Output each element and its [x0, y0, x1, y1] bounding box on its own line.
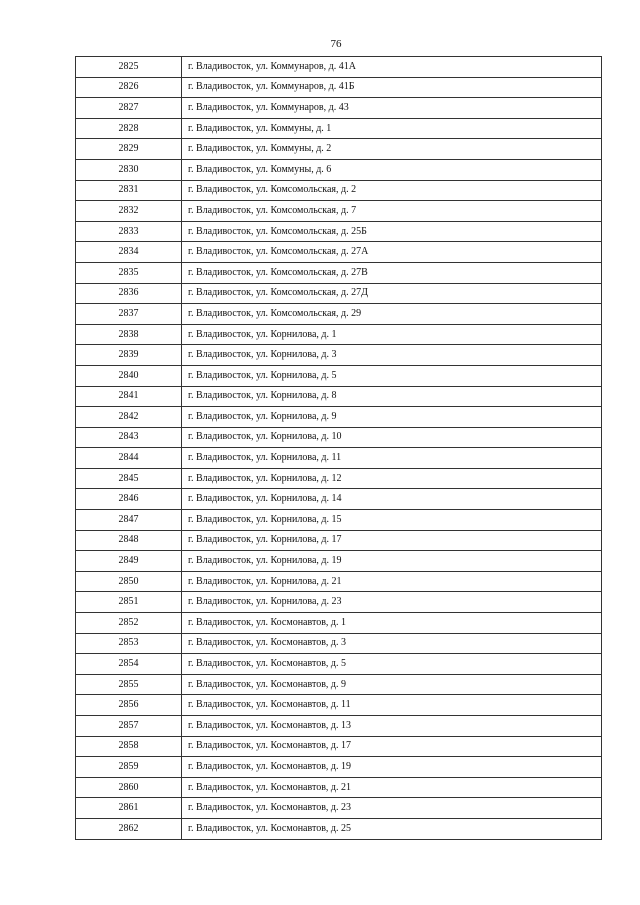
row-number-cell: 2862 — [76, 818, 182, 839]
address-cell: г. Владивосток, ул. Комсомольская, д. 25Б — [182, 221, 602, 242]
row-number-cell: 2849 — [76, 551, 182, 572]
table-row — [76, 551, 602, 572]
address-cell: г. Владивосток, ул. Космонавтов, д. 17 — [182, 736, 602, 757]
row-number-cell: 2852 — [76, 613, 182, 634]
row-number-cell: 2839 — [76, 345, 182, 366]
table-row — [76, 448, 602, 469]
row-number-cell: 2856 — [76, 695, 182, 716]
table-row — [76, 633, 602, 654]
row-number-cell: 2848 — [76, 530, 182, 551]
table-row — [76, 386, 602, 407]
table-row — [76, 592, 602, 613]
table-row — [76, 736, 602, 757]
table-row — [76, 365, 602, 386]
address-cell: г. Владивосток, ул. Корнилова, д. 12 — [182, 468, 602, 489]
page-number: 76 — [330, 38, 342, 50]
table-row — [76, 57, 602, 78]
table-row — [76, 159, 602, 180]
row-number-cell: 2854 — [76, 654, 182, 675]
table-body — [76, 57, 602, 840]
row-number-cell: 2841 — [76, 386, 182, 407]
table-row — [76, 818, 602, 839]
address-cell: г. Владивосток, ул. Космонавтов, д. 3 — [182, 633, 602, 654]
row-number-cell: 2850 — [76, 571, 182, 592]
row-number-cell: 2833 — [76, 221, 182, 242]
row-number-cell: 2844 — [76, 448, 182, 469]
row-number-cell: 2835 — [76, 262, 182, 283]
table-row — [76, 77, 602, 98]
row-number-cell: 2827 — [76, 98, 182, 119]
table-row — [76, 798, 602, 819]
address-cell: г. Владивосток, ул. Корнилова, д. 11 — [182, 448, 602, 469]
row-number-cell: 2831 — [76, 180, 182, 201]
table-row — [76, 324, 602, 345]
address-cell: г. Владивосток, ул. Комсомольская, д. 27В — [182, 262, 602, 283]
address-cell: г. Владивосток, ул. Корнилова, д. 17 — [182, 530, 602, 551]
row-number-cell: 2859 — [76, 757, 182, 778]
row-number-cell: 2853 — [76, 633, 182, 654]
address-cell: г. Владивосток, ул. Корнилова, д. 19 — [182, 551, 602, 572]
table-row — [76, 468, 602, 489]
table-row — [76, 242, 602, 263]
row-number-cell: 2838 — [76, 324, 182, 345]
address-cell: г. Владивосток, ул. Космонавтов, д. 19 — [182, 757, 602, 778]
table-row — [76, 407, 602, 428]
table-row — [76, 716, 602, 737]
address-cell: г. Владивосток, ул. Коммунаров, д. 41Б — [182, 77, 602, 98]
address-cell: г. Владивосток, ул. Коммуны, д. 6 — [182, 159, 602, 180]
row-number-cell: 2832 — [76, 201, 182, 222]
row-number-cell: 2829 — [76, 139, 182, 160]
row-number-cell: 2828 — [76, 118, 182, 139]
address-cell: г. Владивосток, ул. Космонавтов, д. 5 — [182, 654, 602, 675]
address-cell: г. Владивосток, ул. Коммуны, д. 2 — [182, 139, 602, 160]
address-cell: г. Владивосток, ул. Комсомольская, д. 2 — [182, 180, 602, 201]
table-row — [76, 283, 602, 304]
table-row — [76, 139, 602, 160]
address-cell: г. Владивосток, ул. Корнилова, д. 21 — [182, 571, 602, 592]
address-cell: г. Владивосток, ул. Космонавтов, д. 9 — [182, 674, 602, 695]
address-cell: г. Владивосток, ул. Космонавтов, д. 13 — [182, 716, 602, 737]
address-table — [75, 56, 602, 840]
table-row — [76, 757, 602, 778]
row-number-cell: 2830 — [76, 159, 182, 180]
address-cell: г. Владивосток, ул. Корнилова, д. 3 — [182, 345, 602, 366]
table-row — [76, 510, 602, 531]
address-cell: г. Владивосток, ул. Космонавтов, д. 23 — [182, 798, 602, 819]
table-row — [76, 262, 602, 283]
row-number-cell: 2857 — [76, 716, 182, 737]
address-cell: г. Владивосток, ул. Космонавтов, д. 25 — [182, 818, 602, 839]
address-cell: г. Владивосток, ул. Космонавтов, д. 11 — [182, 695, 602, 716]
table-row — [76, 613, 602, 634]
address-cell: г. Владивосток, ул. Коммунаров, д. 41А — [182, 57, 602, 78]
row-number-cell: 2836 — [76, 283, 182, 304]
row-number-cell: 2858 — [76, 736, 182, 757]
row-number-cell: 2834 — [76, 242, 182, 263]
address-cell: г. Владивосток, ул. Корнилова, д. 10 — [182, 427, 602, 448]
row-number-cell: 2847 — [76, 510, 182, 531]
address-cell: г. Владивосток, ул. Корнилова, д. 8 — [182, 386, 602, 407]
table-row — [76, 654, 602, 675]
table-row — [76, 530, 602, 551]
row-number-cell: 2861 — [76, 798, 182, 819]
table-row — [76, 345, 602, 366]
row-number-cell: 2860 — [76, 777, 182, 798]
address-cell: г. Владивосток, ул. Космонавтов, д. 21 — [182, 777, 602, 798]
address-cell: г. Владивосток, ул. Комсомольская, д. 7 — [182, 201, 602, 222]
row-number-cell: 2837 — [76, 304, 182, 325]
table-row — [76, 695, 602, 716]
address-cell: г. Владивосток, ул. Космонавтов, д. 1 — [182, 613, 602, 634]
address-cell: г. Владивосток, ул. Корнилова, д. 14 — [182, 489, 602, 510]
address-cell: г. Владивосток, ул. Корнилова, д. 5 — [182, 365, 602, 386]
address-cell: г. Владивосток, ул. Комсомольская, д. 27А — [182, 242, 602, 263]
table-row — [76, 427, 602, 448]
table-row — [76, 571, 602, 592]
table-row — [76, 489, 602, 510]
table-row — [76, 777, 602, 798]
address-cell: г. Владивосток, ул. Корнилова, д. 1 — [182, 324, 602, 345]
table-row — [76, 304, 602, 325]
address-cell: г. Владивосток, ул. Корнилова, д. 9 — [182, 407, 602, 428]
address-cell: г. Владивосток, ул. Комсомольская, д. 29 — [182, 304, 602, 325]
table-row — [76, 201, 602, 222]
address-cell: г. Владивосток, ул. Коммуны, д. 1 — [182, 118, 602, 139]
address-cell: г. Владивосток, ул. Комсомольская, д. 27Д — [182, 283, 602, 304]
row-number-cell: 2846 — [76, 489, 182, 510]
table-row — [76, 118, 602, 139]
table-row — [76, 674, 602, 695]
row-number-cell: 2840 — [76, 365, 182, 386]
address-cell: г. Владивосток, ул. Коммунаров, д. 43 — [182, 98, 602, 119]
row-number-cell: 2842 — [76, 407, 182, 428]
table-row — [76, 98, 602, 119]
table-row — [76, 180, 602, 201]
table-row — [76, 221, 602, 242]
row-number-cell: 2845 — [76, 468, 182, 489]
address-cell: г. Владивосток, ул. Корнилова, д. 15 — [182, 510, 602, 531]
row-number-cell: 2851 — [76, 592, 182, 613]
address-cell: г. Владивосток, ул. Корнилова, д. 23 — [182, 592, 602, 613]
row-number-cell: 2843 — [76, 427, 182, 448]
row-number-cell: 2826 — [76, 77, 182, 98]
row-number-cell: 2855 — [76, 674, 182, 695]
row-number-cell: 2825 — [76, 57, 182, 78]
